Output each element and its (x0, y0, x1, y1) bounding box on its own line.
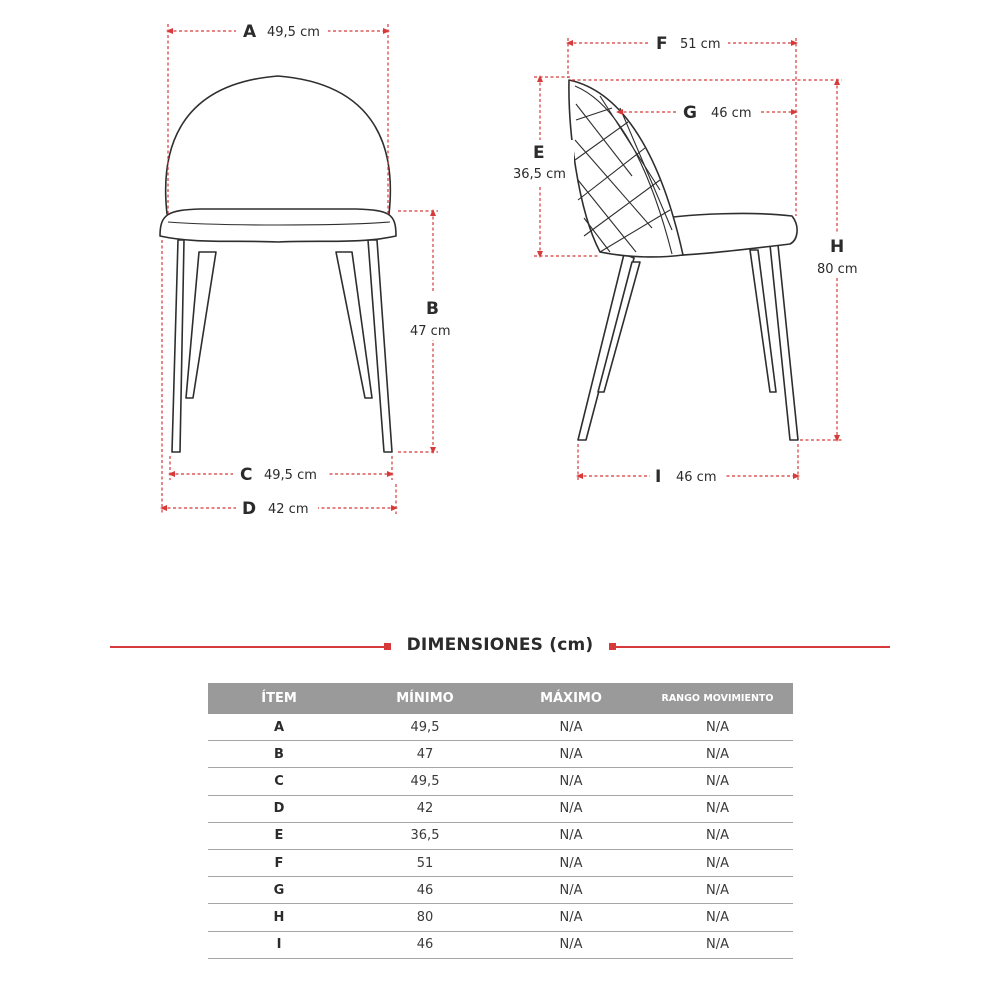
cell-min: 80 (350, 904, 500, 931)
front-backrest (166, 76, 391, 214)
table-row (208, 849, 793, 876)
cell-min: 49,5 (350, 768, 500, 795)
cell-item: G (208, 877, 350, 904)
dimensions-section-header (110, 632, 890, 662)
cell-item: B (208, 741, 350, 768)
dim-f-value: 51 cm (680, 37, 721, 52)
front-leg-left-outer (172, 240, 184, 452)
front-leg-right-outer (368, 240, 392, 452)
side-leg-back (770, 245, 798, 440)
cell-item: C (208, 768, 350, 795)
cell-min: 42 (350, 795, 500, 822)
cell-max: N/A (500, 795, 642, 822)
dim-e-letter: E (533, 143, 545, 163)
table-row (208, 768, 793, 795)
table-row (208, 822, 793, 849)
cell-range: N/A (642, 714, 793, 741)
cell-max: N/A (500, 741, 642, 768)
cell-max: N/A (500, 877, 642, 904)
cell-min: 46 (350, 931, 500, 958)
cell-max: N/A (500, 931, 642, 958)
cell-range: N/A (642, 741, 793, 768)
dim-g-value: 46 cm (711, 106, 752, 121)
dim-i-letter: I (655, 467, 662, 487)
cell-min: 49,5 (350, 714, 500, 741)
dim-a-value: 49,5 cm (267, 25, 320, 40)
header-range: RANGO MOVIMIENTO (642, 683, 793, 714)
dim-c-value: 49,5 cm (264, 468, 317, 483)
header-max: MÁXIMO (500, 683, 642, 714)
cell-range: N/A (642, 849, 793, 876)
header-min: MÍNIMO (350, 683, 500, 714)
table-row (208, 714, 793, 741)
cell-item: E (208, 822, 350, 849)
cell-range: N/A (642, 822, 793, 849)
header-dot-right (609, 643, 616, 650)
table-header-row (208, 683, 793, 714)
cell-min: 47 (350, 741, 500, 768)
chair-side-view (569, 80, 798, 440)
cell-range: N/A (642, 795, 793, 822)
cell-item: D (208, 795, 350, 822)
dim-c-letter: C (240, 465, 253, 485)
cell-item: F (208, 849, 350, 876)
front-leg-left-inner (186, 252, 216, 398)
cell-range: N/A (642, 768, 793, 795)
cell-min: 36,5 (350, 822, 500, 849)
dim-b-letter: B (426, 299, 439, 319)
dimensions-table (208, 683, 793, 959)
dim-d-value: 42 cm (268, 502, 309, 517)
table-row (208, 795, 793, 822)
side-leg-front (578, 254, 634, 440)
cell-max: N/A (500, 904, 642, 931)
cell-min: 46 (350, 877, 500, 904)
cell-range: N/A (642, 904, 793, 931)
dim-i-value: 46 cm (676, 470, 717, 485)
cell-item: I (208, 931, 350, 958)
dim-f-letter: F (656, 34, 668, 54)
cell-max: N/A (500, 714, 642, 741)
cell-max: N/A (500, 768, 642, 795)
table-row (208, 741, 793, 768)
cell-min: 51 (350, 849, 500, 876)
dim-b-value: 47 cm (410, 324, 451, 339)
dim-a-letter: A (243, 22, 257, 42)
cell-item: H (208, 904, 350, 931)
header-item: ÍTEM (208, 683, 350, 714)
dim-g-letter: G (683, 103, 697, 123)
cell-max: N/A (500, 822, 642, 849)
cell-max: N/A (500, 849, 642, 876)
dim-h-value: 80 cm (817, 262, 858, 277)
front-leg-right-inner (336, 252, 372, 398)
cell-range: N/A (642, 877, 793, 904)
table-row (208, 931, 793, 958)
dim-d-letter: D (242, 499, 257, 519)
cell-range: N/A (642, 931, 793, 958)
dim-e-value: 36,5 cm (513, 167, 566, 182)
dim-h-letter: H (830, 237, 845, 257)
section-title: DIMENSIONES (cm) (406, 635, 594, 655)
table-row (208, 904, 793, 931)
chair-front-view (160, 76, 396, 452)
cell-item: A (208, 714, 350, 741)
table-row (208, 877, 793, 904)
header-rule-right (616, 646, 890, 648)
